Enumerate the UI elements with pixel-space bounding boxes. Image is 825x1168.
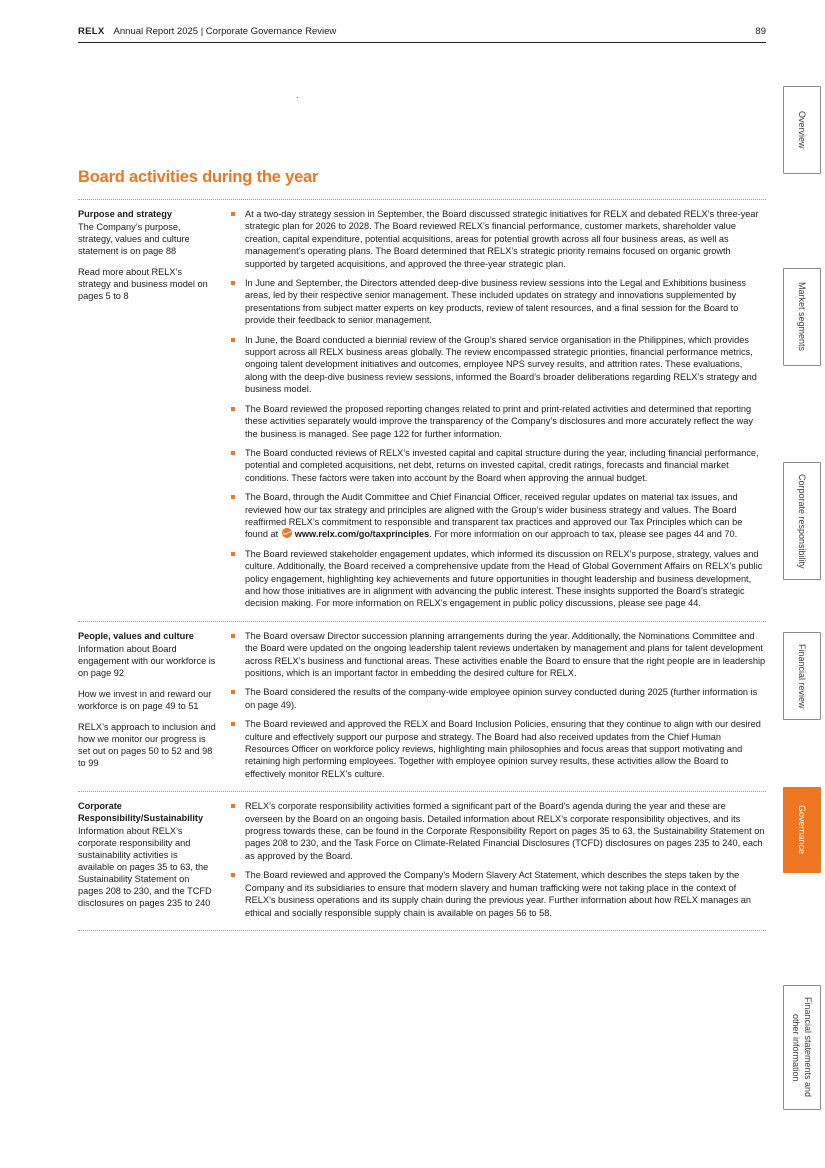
bullet-item	[230, 447, 766, 484]
section-side-note: Read more about RELX’s strategy and business model on pages 5 to 8	[78, 267, 208, 301]
bullet-item	[230, 208, 766, 270]
tab-label: Corporate responsibility	[797, 473, 807, 569]
section-purpose-and-strategy	[78, 199, 766, 621]
tab-label: Market segments	[797, 282, 807, 352]
section-side-column	[78, 630, 230, 780]
bullet-marker-icon	[231, 634, 235, 638]
bullet-marker-icon	[231, 722, 235, 726]
header-left	[78, 26, 336, 37]
bullet-text	[245, 491, 766, 541]
section-bullet-list	[230, 630, 766, 780]
section-heading: Corporate Responsibility/Sustainability	[78, 801, 204, 824]
bullet-item	[230, 277, 766, 327]
header-subtitle: Annual Report 2025 | Corporate Governance Review	[113, 26, 337, 37]
bullet-text-before-link: The Board, through the Audit Committee and Chief Financial Officer, received regular updates on material tax issues, and reviewed how our tax strategy and principles are aligned with the Group’s wider business strategy and values. The Board reaffirmed RELX’s commitment to responsible and transparent tax practices and approved our Tax Principles which can be found at	[245, 492, 743, 540]
bullet-text: RELX’s corporate responsibility activities formed a significant part of the Board’s agenda during the year and these are overseen by the Board on an ongoing basis. Detailed information about RELX’s corporate responsibility objectives, and its progress towards these, can be found in the Corporate Responsibility Report on pages 35 to 63, the Sustainability Statement on pages 208 to 230, and the Task Force on Climate-Related Financial Disclosures (TCFD) disclosures on pages 235 to 240, each as approved by the Board.	[245, 801, 765, 861]
section-side-note: Information about RELX’s corporate responsibility and sustainability activities is available on pages 35 to 63, the Sustainability Statement on pages 208 to 230, and the TCFD disclosures on pages 235 to 240	[78, 826, 212, 909]
stray-period: .	[296, 90, 299, 100]
bullet-text: The Board considered the results of the company-wide employee opinion survey conducted during 2025 (further information is on page 49).	[245, 687, 758, 710]
sections-container	[78, 199, 766, 931]
section-side-note: RELX’s approach to inclusion and how we monitor our progress is set out on pages 50 to 52 and 98 to 99	[78, 721, 216, 768]
bullet-text: The Board reviewed and approved the Company’s Modern Slavery Act Statement, which describes the steps taken by the Company and its subsidiaries to ensure that modern slavery and human trafficking were not taking place in the context of RELX’s business operations and its supply chain during the previous year. Further information about how RELX manages an ethical and socially responsible supply chain is available on pages 56 to 58.	[245, 870, 751, 918]
bullet-marker-icon	[231, 873, 235, 877]
tab-label: Financial statements and other information	[791, 997, 813, 1098]
sidebar-tab-overview[interactable]	[783, 86, 821, 174]
section-heading: Purpose and strategy	[78, 209, 172, 219]
bullet-marker-icon	[231, 552, 235, 556]
bullet-marker-icon	[231, 690, 235, 694]
bullet-item	[230, 548, 766, 610]
header-rule	[78, 42, 766, 43]
sidebar-tab-financial-statements-and-other-information[interactable]	[783, 985, 821, 1110]
tab-label: Overview	[797, 111, 807, 149]
bullet-marker-icon	[231, 407, 235, 411]
bullet-text: At a two-day strategy session in September, the Board discussed strategic initiatives for RELX and debated RELX’s three-year strategic plan for 2026 to 2028. The Board reviewed RELX’s financial performance, customer markets, shareholder value creation, capital expenditure, potential acquisitions, areas for potential growth across all four business areas, as well as management’s operating plans. The Board determined that RELX’s strategic priority remains focused on organic growth supported by targeted acquisitions, and approved the three-year strategic plan.	[245, 209, 759, 269]
section-side-column	[78, 208, 230, 610]
bullet-item	[230, 869, 766, 919]
bullet-item	[230, 686, 766, 711]
page-title: Board activities during the year	[78, 168, 319, 186]
main-content	[78, 168, 766, 931]
bullet-marker-icon	[231, 451, 235, 455]
sidebar-tab-financial-review[interactable]	[783, 632, 821, 720]
page-header	[78, 26, 766, 37]
section-side-column	[78, 800, 230, 919]
bullet-marker-icon	[231, 804, 235, 808]
bullet-text: The Board conducted reviews of RELX’s invested capital and capital structure during the year, including financial performance, potential and completed acquisitions, net debt, returns on invested capital, credit ratings, forecasts and financial market conditions. These factors were taken into account by the Board when approving the annual budget.	[245, 447, 759, 483]
bullet-text: In June, the Board conducted a biennial review of the Group’s shared service organisation in the Philippines, which provides support across all RELX business areas globally. The review encompassed strategic priorities, financial performance metrics, ongoing talent development initiatives and outcomes, employee NPS survey results, and attrition rates. These evaluations, along with the deep-dive business review sessions, informed the Board’s broader deliberations regarding RELX’s strategy and business model.	[245, 334, 757, 395]
bullet-text: In June and September, the Directors attended deep-dive business review sessions into the Legal and Exhibitions business areas, led by their respective senior management. These included updates on strategy and innovations supplemented by presentations from subject matter experts on key products, review of talent resources, and a final session for the Board to provide their feedback to senior management.	[245, 278, 747, 326]
sidebar-tab-market-segments[interactable]	[783, 268, 821, 366]
bullet-item	[230, 334, 766, 396]
sidebar-tab-governance[interactable]	[783, 787, 821, 873]
section-corporate-responsibility-sustainability	[78, 791, 766, 931]
bullet-marker-icon	[231, 338, 235, 342]
bullet-marker-icon	[231, 495, 235, 499]
bullet-item	[230, 800, 766, 862]
tab-label: Governance	[797, 805, 807, 855]
bullet-text: The Board reviewed stakeholder engagement updates, which informed its discussion on RELX’s purpose, strategy, values and culture. Additionally, the Board received a comprehensive update from the Head of Global Government Affairs on RELX’s public policy engagement, highlighting key achievements and future opportunities in thought leadership and business development, and how those initiatives are in alignment with advancing the public interest. These insights supported the Board’s strategic decision making. For more information on RELX’s engagement in public policy discussions, please see page 44.	[245, 548, 763, 609]
sidebar-tab-corporate-responsibility[interactable]	[783, 462, 821, 580]
bullet-item	[230, 403, 766, 440]
link-globe-icon	[282, 528, 292, 538]
bullet-text: The Board reviewed the proposed reporting changes related to print and print-related activities and determined that reporting these activities separately would improve the transparency of the Company’s disclosures and more accurately reflect the way the business is managed. See page 122 for further information.	[245, 403, 753, 439]
bullet-item	[230, 630, 766, 680]
bullet-text: The Board oversaw Director succession planning arrangements during the year. Additionally, the Nominations Committee and the Board were updated on the ongoing leadership talent reviews undertaken by management and plans for talent development across RELX’s business and functional areas. These activities enable the Board to ensure that the right people are in leadership positions, which is an important factor in embedding the desired culture for RELX.	[245, 630, 766, 678]
page-number: 89	[755, 26, 766, 37]
bullet-text-after-link: . For more information on our approach to tax, please see pages 44 and 70.	[429, 529, 738, 540]
section-side-note: Information about Board engagement with our workforce is on page 92	[78, 643, 216, 678]
bullet-marker-icon	[231, 281, 235, 285]
section-bullet-list	[230, 208, 766, 610]
brand-logo: RELX	[78, 26, 105, 37]
section-side-note: The Company’s purpose, strategy, values and culture statement is on page 88	[78, 222, 190, 256]
bullet-item	[230, 718, 766, 780]
bullet-text: The Board reviewed and approved the RELX and Board Inclusion Policies, ensuring that they continue to align with our desired culture and effectively support our purpose and strategy. The Board had also received updates from the Chief Human Resources Officer on workforce policy reviews, highlighting main philosophies and focus areas that support motivating and retaining high performing employees. Together with employee opinion survey results, these activities allow the Board to effectively monitor RELX’s culture.	[245, 719, 761, 779]
bullet-item	[230, 491, 766, 541]
bullet-marker-icon	[231, 212, 235, 216]
section-people-values-and-culture	[78, 621, 766, 791]
tab-label: Financial review	[797, 643, 807, 709]
section-bullet-list	[230, 800, 766, 919]
section-heading: People, values and culture	[78, 630, 194, 641]
section-side-note: How we invest in and reward our workforce is on page 49 to 51	[78, 688, 212, 711]
tax-principles-link[interactable]: www.relx.com/go/taxprinciples	[294, 529, 430, 540]
